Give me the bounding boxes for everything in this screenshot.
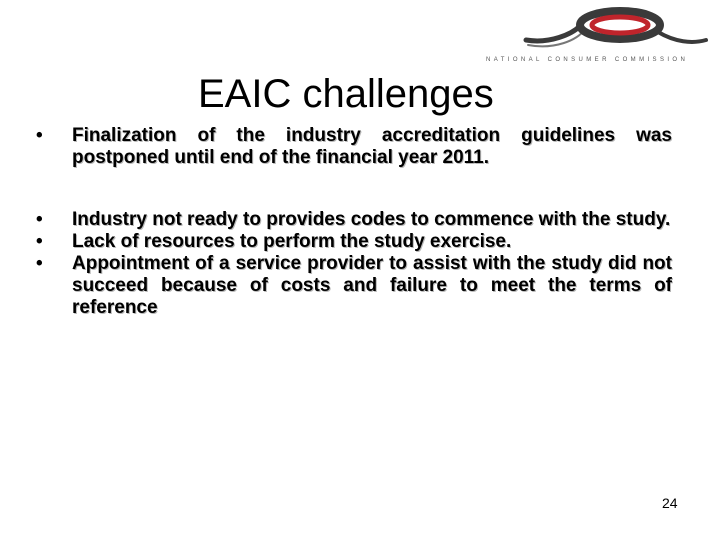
slide-title: EAIC challenges (198, 72, 494, 116)
bullet-marker: • (36, 253, 43, 274)
bullet-text: Industry not ready to provides codes to commence with the study. (72, 209, 671, 230)
bullet-marker: • (36, 125, 43, 146)
ncc-logo (480, 4, 716, 70)
bullet-item (36, 253, 672, 319)
bullet-item (36, 125, 672, 169)
bullet-item (36, 231, 672, 253)
bullet-text: Finalization of the industry accreditation guidelines was postponed until end of the financial year 2011. (72, 125, 672, 168)
bullet-marker: • (36, 231, 43, 252)
logo-text: NATIONAL CONSUMER COMMISSION (486, 57, 689, 63)
page-number: 24 (662, 495, 678, 511)
bullet-item (36, 209, 672, 231)
bullet-marker: • (36, 209, 43, 230)
bullet-text: Lack of resources to perform the study exercise. (72, 231, 512, 252)
ncc-swirl-logo-icon (480, 4, 716, 56)
bullet-text: Appointment of a service provider to assist with the study did not succeed because of costs and failure to meet the terms of reference (72, 253, 672, 318)
bullet-list (36, 125, 672, 319)
